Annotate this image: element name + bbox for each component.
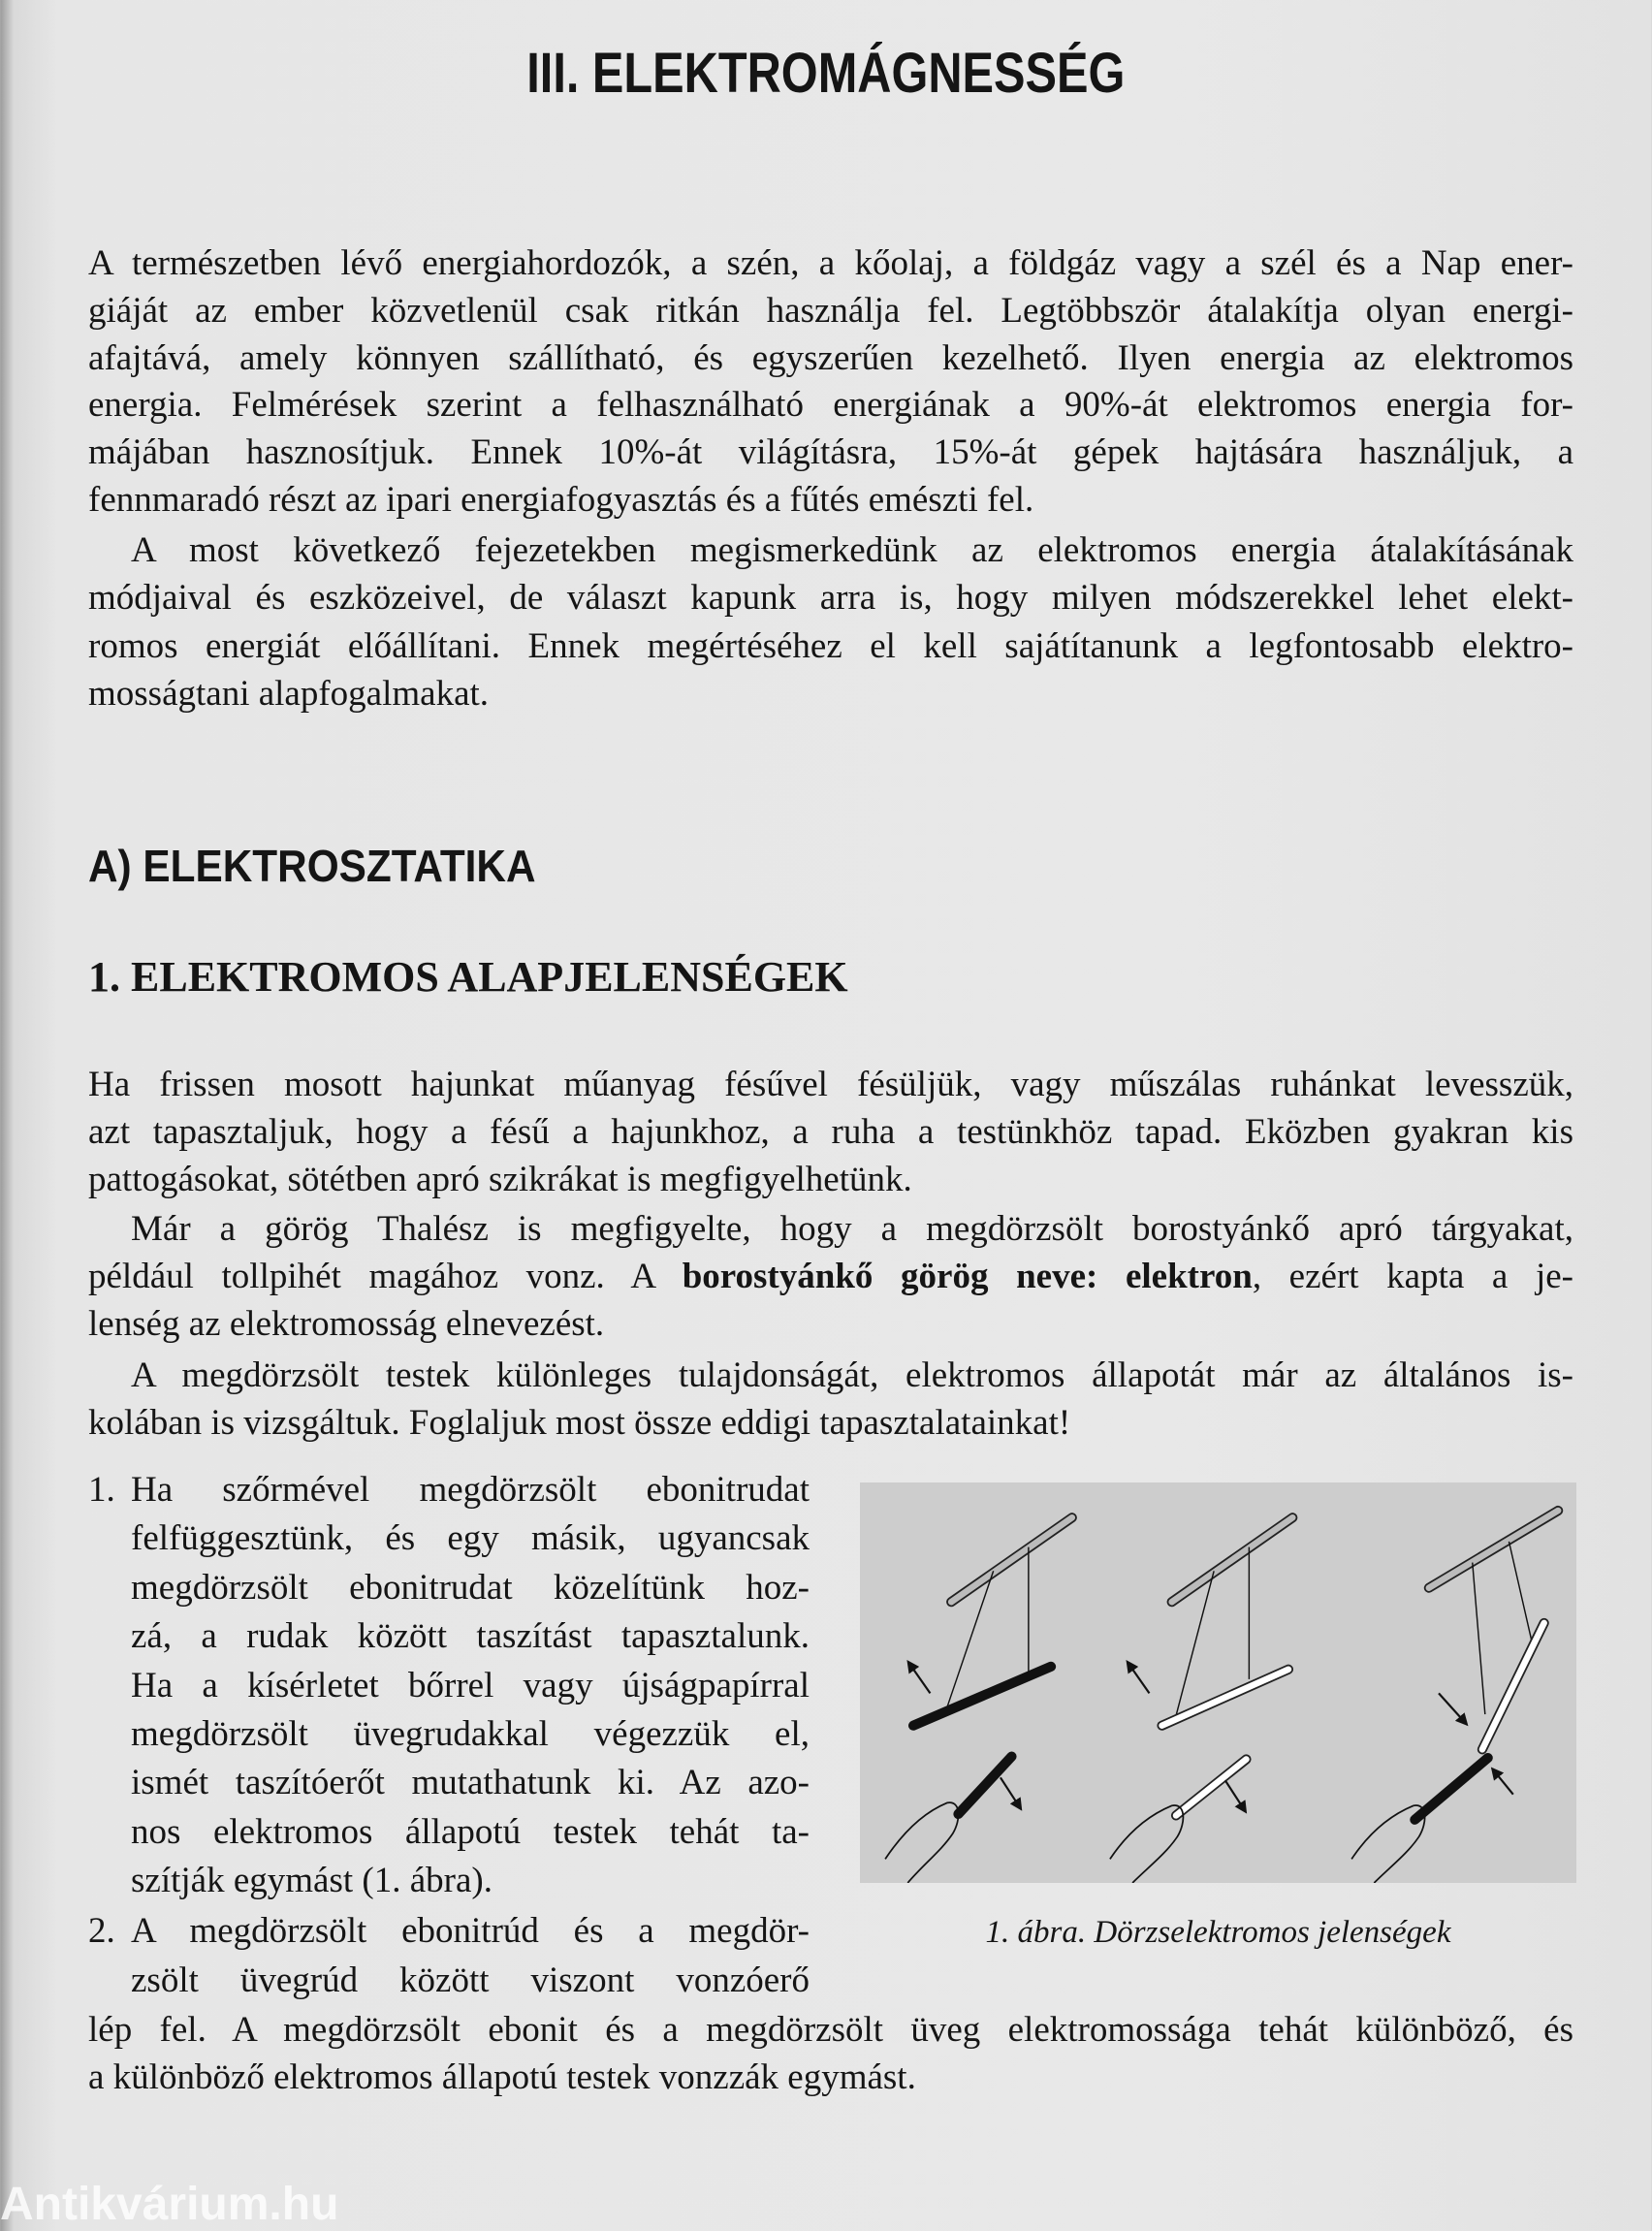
watermark: Antikvárium.hu xyxy=(0,2179,339,2230)
paragraph-line: A megdörzsölt ebonitrúd és a megdör- xyxy=(131,1911,810,1951)
paragraph-line: mosságtani alapfogalmakat. xyxy=(88,673,490,714)
paragraph-line: májában hasznosítjuk. Ennek 10%-át világításra, 15%-át gépek hajtására használjuk, a xyxy=(88,432,1573,473)
paragraph-line: fennmaradó részt az ipari energiafogyasztás és a fűtés emészti fel. xyxy=(88,480,1034,520)
paragraph-line: A természetben lévő energiahordozók, a szén, a kőolaj, a földgáz vagy a szél és a Nap ener- xyxy=(88,243,1573,283)
paragraph-line: energia. Felmérések szerint a felhasználható energiának a 90%-át elektromos energia for- xyxy=(88,385,1573,426)
bold-term: borostyánkő görög neve: elektron xyxy=(682,1257,1253,1296)
paragraph-line: Ha frissen mosott hajunkat műanyag fésűvel fésüljük, vagy műszálas ruhánkat levesszük, xyxy=(88,1065,1573,1104)
paragraph-line: ismét taszítóerőt mutathatunk ki. Az azo- xyxy=(131,1763,810,1803)
paragraph-line: A megdörzsölt testek különleges tulajdonságát, elektromos állapotát már az általános is- xyxy=(131,1355,1573,1395)
paragraph-line: romos energiát előállítani. Ennek megértéséhez el kell sajátítanunk a legfontosabb elektro- xyxy=(88,625,1573,666)
paragraph-line: lenség az elektromosság elnevezést. xyxy=(88,1304,605,1344)
paragraph-line xyxy=(88,1254,1573,1300)
paragraph-line: kolában is vizsgáltuk. Foglaljuk most össze eddigi tapasztalatainkat! xyxy=(88,1403,1071,1443)
paragraph-line: szítják egymást (1. ábra). xyxy=(131,1861,492,1901)
subsection-title: 1. ELEKTROMOS ALAPJELENSÉGEK xyxy=(88,953,848,1001)
paragraph-line: pattogásokat, sötétben apró szikrákat is megfigyelhetünk. xyxy=(88,1160,912,1199)
chapter-title: III. ELEKTROMÁGNESSÉG xyxy=(526,42,1126,105)
paragraph-line: megdörzsölt üvegrudakkal végezzük el, xyxy=(131,1714,810,1754)
figure-caption: 1. ábra. Dörzselektromos jelenségek xyxy=(985,1915,1451,1950)
text-span: , ezért kapta a je- xyxy=(1252,1257,1573,1296)
paragraph-line: a különböző elektromos állapotú testek vonzzák egymást. xyxy=(88,2056,916,2097)
paragraph-line: Ha szőrmével megdörzsölt ebonitrudat xyxy=(131,1470,810,1510)
paragraph-line: lép fel. A megdörzsölt ebonit és a megdörzsölt üveg elektromossága tehát különböző, és xyxy=(88,2010,1573,2050)
figure-illustration xyxy=(860,1482,1576,1883)
electrostatic-rods-drawing xyxy=(860,1482,1576,1883)
paragraph-line: azt tapasztaljuk, hogy a fésű a hajunkhoz, a ruha a testünkhöz tapad. Eközben gyakran kis xyxy=(88,1112,1573,1152)
paragraph-line: nos elektromos állapotú testek tehát ta- xyxy=(131,1811,810,1852)
paragraph-line: megdörzsölt ebonitrudat közelítünk hoz- xyxy=(131,1567,810,1608)
paragraph-line: afajtává, amely könnyen szállítható, és egyszerűen kezelhető. Ilyen energia az elektromos xyxy=(88,337,1573,378)
paragraph-line: Már a görög Thalész is megfigyelte, hogy a megdörzsölt borostyánkő apró tárgyakat, xyxy=(131,1209,1573,1249)
panel-glass-ebonite xyxy=(1351,1511,1558,1883)
list-number: 2. xyxy=(88,1911,115,1951)
paragraph-line: módjaival és eszközeivel, de választ kapunk arra is, hogy milyen módszerekkel lehet elekt- xyxy=(88,578,1573,619)
section-title: A) ELEKTROSZTATIKA xyxy=(88,841,536,891)
text-span: például tollpihét magához vonz. A xyxy=(88,1257,683,1296)
paragraph-line: zá, a rudak között taszítást tapasztalunk. xyxy=(131,1616,810,1657)
paragraph-line: zsölt üvegrúd között viszont vonzóerő xyxy=(131,1960,810,2000)
panel-ebonite-ebonite xyxy=(885,1517,1072,1883)
paragraph-line: giáját az ember közvetlenül csak ritkán használja fel. Legtöbbször átalakítja olyan energi- xyxy=(88,290,1573,331)
list-number: 1. xyxy=(88,1470,115,1510)
paragraph-line: A most következő fejezetekben megismerkedünk az elektromos energia átalakításának xyxy=(131,530,1573,570)
panel-glass-glass xyxy=(1110,1517,1292,1883)
paragraph-line: Ha a kísérletet bőrrel vagy újságpapírral xyxy=(131,1665,810,1705)
paragraph-line: felfüggesztünk, és egy másik, ugyancsak xyxy=(131,1518,810,1559)
